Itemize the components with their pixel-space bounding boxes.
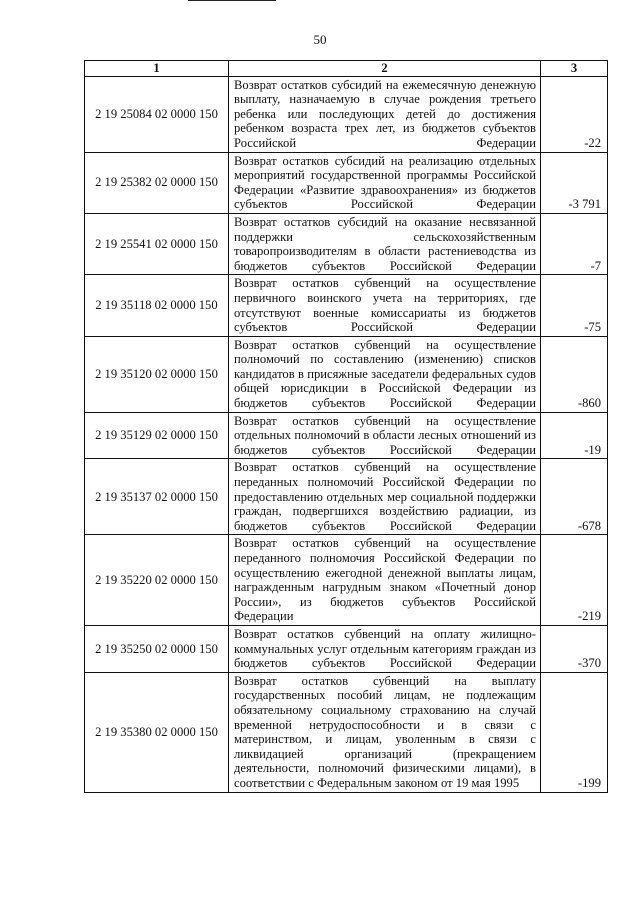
row-description: Возврат остатков субвенций на осуществление переданного полномочия Российской Федерации по осуществлению ежегодной денежной выплаты лицам, награжденным нагрудным знаком «Почетный донор России», из бюджетов субъектов Российской Федерации xyxy=(229,535,541,626)
row-amount: -860 xyxy=(541,336,608,412)
row-description: Возврат остатков субвенций на осуществление отдельных полномочий в области лесных отношений из бюджетов субъектов Российской Федерации xyxy=(229,412,541,459)
row-code: 2 19 25541 02 0000 150 xyxy=(85,213,229,274)
page-number: 50 xyxy=(313,32,327,47)
budget-table xyxy=(84,60,608,793)
row-amount: -219 xyxy=(541,535,608,626)
row-description: Возврат остатков субсидий на ежемесячную денежную выплату, назначаемую в случае рождения третьего ребенка или последующих детей до достижения ребенком возраста трех лет, из бюджетов субъектов Российской Федерации xyxy=(229,76,541,152)
table-row xyxy=(85,672,608,792)
row-code: 2 19 25382 02 0000 150 xyxy=(85,152,229,213)
column-header-2: 2 xyxy=(229,61,541,77)
row-amount: -75 xyxy=(541,275,608,336)
table-row xyxy=(85,625,608,672)
row-description: Возврат остатков субвенций на осуществление полномочий по составлению (изменению) списков кандидатов в присяжные заседатели федеральных судов общей юрисдикции в Российской Федерации из бюджетов субъектов Российской Федерации xyxy=(229,336,541,412)
row-description: Возврат остатков субсидий на реализацию отдельных мероприятий государственной программы Российской Федерации «Развитие здравоохранения» из бюджетов субъектов Российской Федерации xyxy=(229,152,541,213)
row-amount: -678 xyxy=(541,459,608,535)
row-code: 2 19 35120 02 0000 150 xyxy=(85,336,229,412)
row-description: Возврат остатков субсидий на оказание несвязанной поддержки сельскохозяйственным товаропроизводителям в области растениеводства из бюджетов субъектов Российской Федерации xyxy=(229,213,541,274)
table-row xyxy=(85,152,608,213)
row-code: 2 19 35129 02 0000 150 xyxy=(85,412,229,459)
top-rule xyxy=(188,0,276,1)
row-code: 2 19 25084 02 0000 150 xyxy=(85,76,229,152)
table-row xyxy=(85,76,608,152)
row-code: 2 19 35380 02 0000 150 xyxy=(85,672,229,792)
row-amount: -199 xyxy=(541,672,608,792)
table-row xyxy=(85,459,608,535)
table-row xyxy=(85,275,608,336)
row-description: Возврат остатков субвенций на осуществление переданных полномочий Российской Федерации по предоставлению отдельных мер социальной поддержки граждан, подвергшихся воздействию радиации, из бюджетов субъектов Российской Федерации xyxy=(229,459,541,535)
row-code: 2 19 35118 02 0000 150 xyxy=(85,275,229,336)
column-header-3: 3 xyxy=(541,61,608,77)
row-description: Возврат остатков субвенций на осуществление первичного воинского учета на территориях, где отсутствуют военные комиссариаты из бюджетов субъектов Российской Федерации xyxy=(229,275,541,336)
table-row xyxy=(85,535,608,626)
row-code: 2 19 35220 02 0000 150 xyxy=(85,535,229,626)
table-row xyxy=(85,213,608,274)
row-amount: -19 xyxy=(541,412,608,459)
row-description: Возврат остатков субвенций на оплату жилищно-коммунальных услуг отдельным категориям граждан из бюджетов субъектов Российской Федерации xyxy=(229,625,541,672)
header-row xyxy=(85,61,608,77)
row-amount: -370 xyxy=(541,625,608,672)
table-row xyxy=(85,336,608,412)
row-description: Возврат остатков субвенций на выплату государственных пособий лицам, не подлежащим обязательному социальному страхованию на случай временной нетрудоспособности и в связи с материнством, и лицам, уволенным в связи с ликвидацией организаций (прекращением деятельности, полномочий физическими лицами), в соответствии с Федеральным законом от 19 мая 1995 xyxy=(229,672,541,792)
row-code: 2 19 35250 02 0000 150 xyxy=(85,625,229,672)
row-code: 2 19 35137 02 0000 150 xyxy=(85,459,229,535)
row-amount: -3 791 xyxy=(541,152,608,213)
row-amount: -22 xyxy=(541,76,608,152)
column-header-1: 1 xyxy=(85,61,229,77)
table-row xyxy=(85,412,608,459)
row-amount: -7 xyxy=(541,213,608,274)
